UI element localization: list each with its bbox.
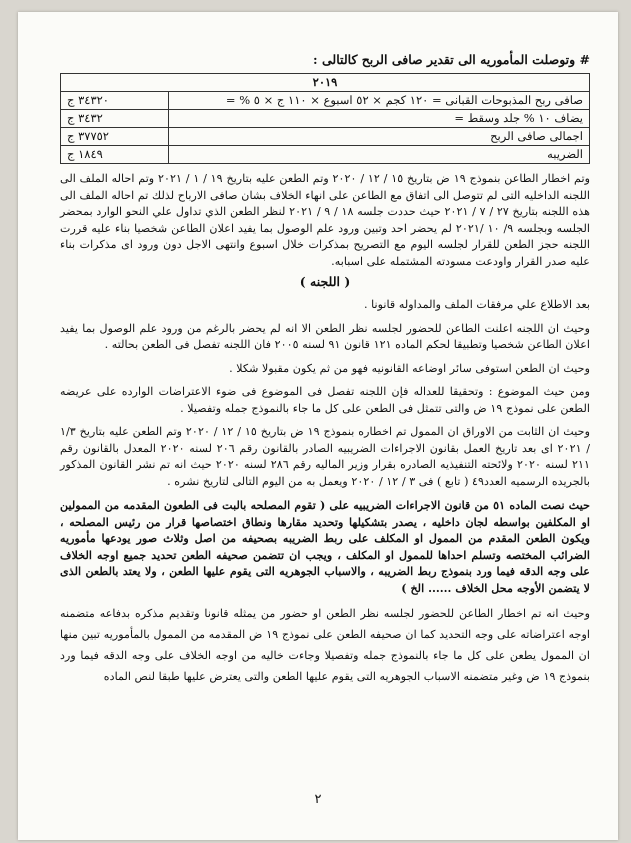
table-row (61, 92, 590, 110)
row-value: ٣٤٣٢ ج (61, 110, 169, 128)
law-quote-paragraph: حيث نصت الماده ٥١ من قانون الاجراءات الضريبيه على ( تقوم المصلحه بالبت فى الطعون المقدمه من الممولين او المكلفين بواسطه لجان داخليه ، يصدر بتشكيلها وتحديد مقارها ونطاق اختصاصها قرار من رئيس المصلحه ، ويكون الطعن المقدم من الممول او المكلف على ربط الضريبه بصحيفه من اصل وثلاث صور يودعها مأموريه الضرائب المختصه وتسلم احداها للممول او المكلف ، ويجب ان تتضمن صحيفه الطعن تحديد جميع اوجه الخلاف على وجه الدقه فيما ورد بنموذج ربط الضريبه ، والاسباب الجوهريه التى يقوم عليها الطعن ، ولا يعتد بالطعن الذى لا يتضمن الأوجه محل الخلاف ...... الخ ) (60, 498, 591, 595)
intro-paragraph: وتم اخطار الطاعن بنموذج ١٩ ض بتاريخ ١٥ / ١٢ / ٢٠٢٠ وتم الطعن عليه بتاريخ ١٩ / ١ / ٢٠٢١ وتم احاله الملف الى اللجنه الداخليه التى لم تتوصل الى اتفاق مع الطاعن على انهاء الخلاف بشان صافى الارباح لذلك تم احاله الملف الى هذه اللجنه بتاريخ ٢٧ / ٧ / ٢٠٢١ حيث حددت جلسه ١٨ / ٩ / ٢٠٢١ لنظر الطعن الذي تداول علي النحو الوارد بمحضر الجلسه وبجلسه ٩/ ١٠ /٢٠٢١ لم يحضر احد وتبين ورود علم الوصول بما يفيد اعلان الطاعن شخصيا بناء عليه قررت اللجنه حجز الطعن للقرار لجلسه اليوم مع التصريح بمذكرات خلال اسبوع وانتهى الاجل دون ورود اى مذكرات بناء عليه صدر القرار واودعت مسودته المشتمله على اسبابه. (60, 172, 591, 268)
page-number: ٢ (314, 792, 322, 807)
row-value: ١٨٤٩ ج (61, 146, 169, 164)
profit-table (60, 73, 590, 164)
row-label: صافى ربح المذبوحات القبانى = ١٢٠ كجم × ٥٢ اسبوع × ١١٠ ج × ٥ % = (169, 92, 590, 110)
table-row (61, 146, 590, 164)
committee-title: ( اللجنه ) (299, 274, 351, 289)
final-paragraph: وحيث انه تم اخطار الطاعن للحضور لجلسه نظر الطعن او حضور من يمثله قانونا وتقديم مذكره بدفاعه متضمنه اوجه اعتراضاته على وجه التحديد كما ان صحيفه الطعن على نموذج ١٩ ض المقدمه من الممول بالمأموريه تبين منها ان الممول يطعن على كل ما جاء بالنموذج جمله وتفصيلا وجاءت خاليه من اوجه الخلاف على وجه الدقه فيما ورد بنموذج ١٩ ض وغير متضمنه الاسباب الجوهريه التى يقوم عليها الطعن والتى يعترض عليها طبقا لنص الماده (60, 607, 590, 683)
section-heading: # وتوصلت المأموريه الى تقدير صافى الربح كالتالى : (313, 52, 590, 67)
table-year: ٢٠١٩ (61, 74, 590, 92)
row-label: الضريبه (169, 146, 590, 164)
table-year-row (61, 74, 590, 92)
body-paragraph: وحيث ان اللجنه اعلنت الطاعن للحضور لجلسه نظر الطعن الا انه لم يحضر بالرغم من ورود علم الوصول بما يفيد اعلان الطاعن شخصيا وتطبيقا لحكم الماده ١٢١ قانون ٩١ لسنه ٢٠٠٥ فان اللجنه تفصل فى الطعن بحالته . (60, 321, 590, 351)
table-row (61, 128, 590, 146)
table-row (61, 110, 590, 128)
body-paragraph: بعد الاطلاع علي مرفقات الملف والمداوله قانونا . (363, 298, 590, 311)
body-paragraph: وحيث ان الطعن استوفى سائر اوضاعه القانونيه فهو من ثم يكون مقبولا شكلا . (229, 361, 590, 375)
row-value: ٣٤٣٢٠ ج (61, 92, 169, 110)
document-page (18, 12, 618, 840)
row-label: اجمالى صافى الربح (169, 128, 590, 146)
document-content (60, 52, 590, 687)
body-paragraph: ومن حيث الموضوع : وتحقيقا للعداله فإن اللجنه تفصل فى الموضوع فى ضوء الاعتراضات الوارده على عريضه الطعن على نموذج ١٩ ض والتى تتمثل فى الطعن على كل ما جاء بالنموذج جمله وتفصيلا . (60, 385, 590, 415)
row-value: ٣٧٧٥٢ ج (61, 128, 169, 146)
row-label: يضاف ١٠ % جلد وسقط = (169, 110, 590, 128)
body-paragraph: وحيث ان الثابت من الاوراق ان الممول تم اخطاره بنموذج ١٩ ض بتاريخ ١٥ / ١٢ / ٢٠٢٠ وتم الطعن عليه بتاريخ ١/٣ / ٢٠٢١ اى بعد تاريخ العمل بقانون الاجراءات الضريبيه الصادر بالقانون رقم ٢٠٦ لسنه ٢٠٢٠ المعدل بالقانون رقم ٢١١ لسنه ٢٠٢٠ ولائحته التنفيذيه الصادره بقرار وزير الماليه رقم ٢٨٦ لسنه ٢٠٢٠ حيث انه تم نشر القانون المذكور بالجريده الرسميه العدد٤٩ ( تابع ) فى ٣ / ١٢ / ٢٠٢٠ ويعمل به من اليوم التالى لتاريخ نشره . (60, 425, 590, 488)
